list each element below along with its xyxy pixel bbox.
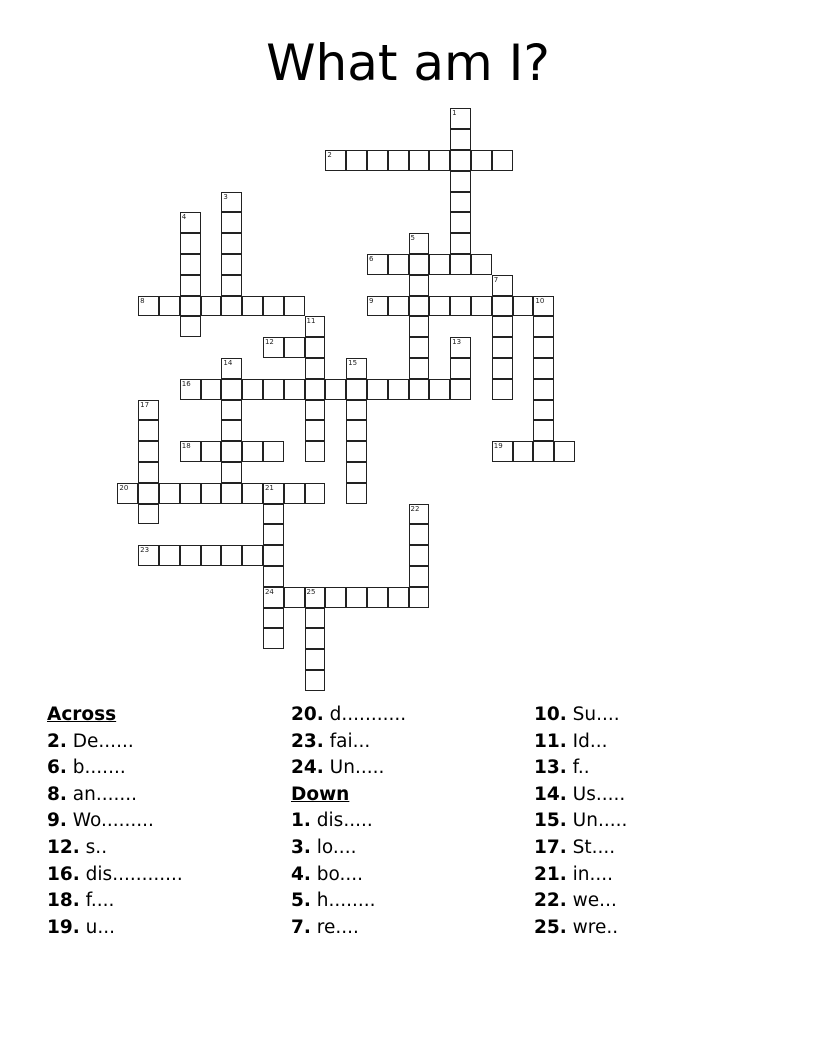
- clue-text: f....: [85, 890, 115, 912]
- grid-cell[interactable]: [180, 233, 201, 254]
- clue-text: f..: [572, 757, 590, 779]
- clue-down: [534, 808, 627, 835]
- cell-number: 22: [410, 504, 420, 513]
- grid-cell[interactable]: [429, 150, 450, 171]
- grid-cell[interactable]: [346, 462, 367, 483]
- clue-text: s..: [85, 836, 108, 858]
- cell-number: 18: [181, 442, 191, 451]
- grid-cell[interactable]: [450, 171, 471, 192]
- grid-cell[interactable]: [242, 483, 263, 504]
- clue-number: 4.: [291, 863, 311, 885]
- grid-cell[interactable]: [263, 441, 284, 462]
- grid-cell[interactable]: [221, 420, 242, 441]
- clue-number: 19.: [47, 916, 80, 938]
- grid-cell[interactable]: [409, 233, 430, 254]
- grid-cell[interactable]: [159, 296, 180, 317]
- grid-cell[interactable]: [533, 420, 554, 441]
- grid-cell[interactable]: [429, 296, 450, 317]
- grid-cell[interactable]: [346, 587, 367, 608]
- grid-cell[interactable]: [388, 254, 409, 275]
- grid-cell[interactable]: [533, 296, 554, 317]
- clue-number: 25.: [534, 916, 567, 938]
- grid-cell[interactable]: [471, 254, 492, 275]
- clue-text: we...: [572, 890, 617, 912]
- clue-across: [47, 888, 183, 915]
- grid-cell[interactable]: [221, 545, 242, 566]
- clue-down: [534, 915, 627, 942]
- grid-cell[interactable]: [159, 483, 180, 504]
- clue-across: [47, 729, 183, 756]
- grid-cell[interactable]: [263, 504, 284, 525]
- grid-cell[interactable]: [138, 545, 159, 566]
- cell-number: 2: [327, 150, 332, 159]
- clue-number: 13.: [534, 757, 567, 779]
- clue-text: bo....: [316, 863, 364, 885]
- clue-down: [534, 755, 627, 782]
- clues-column-1: [47, 702, 183, 941]
- grid-cell[interactable]: [492, 337, 513, 358]
- grid-cell[interactable]: [305, 628, 326, 649]
- grid-cell[interactable]: [284, 296, 305, 317]
- grid-cell[interactable]: [201, 483, 222, 504]
- grid-cell[interactable]: [367, 296, 388, 317]
- grid-cell[interactable]: [159, 545, 180, 566]
- cell-number: 10: [535, 296, 545, 305]
- grid-cell[interactable]: [450, 254, 471, 275]
- grid-cell[interactable]: [305, 400, 326, 421]
- clue-across: [291, 702, 406, 729]
- grid-cell[interactable]: [450, 150, 471, 171]
- grid-cell[interactable]: [180, 483, 201, 504]
- clue-number: 7.: [291, 916, 311, 938]
- clue-text: fai...: [329, 730, 371, 752]
- cell-number: 3: [223, 192, 228, 201]
- page-title: What am I?: [266, 34, 550, 92]
- grid-cell[interactable]: [180, 254, 201, 275]
- clue-text: dis.....: [316, 810, 373, 832]
- grid-cell[interactable]: [138, 296, 159, 317]
- grid-cell[interactable]: [533, 358, 554, 379]
- cell-number: 25: [306, 587, 316, 596]
- grid-cell[interactable]: [138, 400, 159, 421]
- grid-cell[interactable]: [346, 358, 367, 379]
- grid-cell[interactable]: [221, 400, 242, 421]
- clue-down: [291, 808, 406, 835]
- grid-cell[interactable]: [242, 545, 263, 566]
- grid-cell[interactable]: [221, 462, 242, 483]
- clue-down: [534, 888, 627, 915]
- clue-across: [47, 915, 183, 942]
- clue-number: 9.: [47, 810, 67, 832]
- clue-text: d...........: [329, 704, 407, 725]
- grid-cell[interactable]: [325, 150, 346, 171]
- clue-text: Wo.........: [72, 810, 154, 832]
- grid-cell[interactable]: [221, 275, 242, 296]
- grid-cell[interactable]: [492, 441, 513, 462]
- grid-cell[interactable]: [409, 150, 430, 171]
- grid-cell[interactable]: [138, 420, 159, 441]
- grid-cell[interactable]: [263, 628, 284, 649]
- clue-number: 12.: [47, 836, 80, 858]
- clue-down: [291, 888, 406, 915]
- grid-cell[interactable]: [533, 441, 554, 462]
- cell-number: 23: [140, 546, 150, 555]
- cell-number: 19: [493, 442, 503, 451]
- grid-cell[interactable]: [533, 379, 554, 400]
- grid-cell[interactable]: [221, 379, 242, 400]
- grid-cell[interactable]: [284, 483, 305, 504]
- grid-cell[interactable]: [450, 296, 471, 317]
- down-heading: Down: [291, 783, 350, 805]
- grid-cell[interactable]: [263, 483, 284, 504]
- grid-cell[interactable]: [305, 379, 326, 400]
- grid-cell[interactable]: [450, 379, 471, 400]
- clue-number: 16.: [47, 863, 80, 885]
- clue-number: 21.: [534, 863, 567, 885]
- grid-cell[interactable]: [305, 316, 326, 337]
- grid-cell[interactable]: [263, 296, 284, 317]
- grid-cell[interactable]: [221, 233, 242, 254]
- clue-number: 11.: [534, 730, 567, 752]
- grid-cell[interactable]: [221, 254, 242, 275]
- grid-cell[interactable]: [409, 337, 430, 358]
- grid-cell[interactable]: [305, 358, 326, 379]
- grid-cell[interactable]: [533, 337, 554, 358]
- clue-down: [534, 702, 627, 729]
- clue-number: 18.: [47, 890, 80, 912]
- grid-cell[interactable]: [138, 504, 159, 525]
- grid-cell[interactable]: [450, 233, 471, 254]
- grid-cell[interactable]: [221, 483, 242, 504]
- grid-cell[interactable]: [221, 212, 242, 233]
- cell-number: 16: [181, 379, 191, 388]
- grid-cell[interactable]: [513, 441, 534, 462]
- grid-cell[interactable]: [221, 192, 242, 213]
- grid-cell[interactable]: [367, 150, 388, 171]
- grid-cell[interactable]: [325, 379, 346, 400]
- clue-number: 23.: [291, 730, 324, 752]
- grid-cell[interactable]: [180, 296, 201, 317]
- grid-cell[interactable]: [367, 587, 388, 608]
- clue-across: [291, 755, 406, 782]
- grid-cell[interactable]: [263, 566, 284, 587]
- clue-number: 14.: [534, 783, 567, 805]
- grid-cell[interactable]: [450, 212, 471, 233]
- grid-cell[interactable]: [409, 587, 430, 608]
- grid-cell[interactable]: [138, 462, 159, 483]
- grid-cell[interactable]: [409, 524, 430, 545]
- grid-cell[interactable]: [201, 441, 222, 462]
- clue-across: [47, 808, 183, 835]
- grid-cell[interactable]: [450, 358, 471, 379]
- clue-text: Un.....: [572, 810, 628, 832]
- grid-cell[interactable]: [201, 379, 222, 400]
- clue-number: 15.: [534, 810, 567, 832]
- clue-number: 5.: [291, 890, 311, 912]
- clue-down: [291, 835, 406, 862]
- grid-cell[interactable]: [409, 379, 430, 400]
- grid-cell[interactable]: [221, 296, 242, 317]
- grid-cell[interactable]: [180, 545, 201, 566]
- grid-cell[interactable]: [409, 566, 430, 587]
- grid-cell[interactable]: [305, 420, 326, 441]
- grid-cell[interactable]: [492, 379, 513, 400]
- grid-cell[interactable]: [305, 649, 326, 670]
- cell-number: 4: [181, 213, 187, 222]
- grid-cell[interactable]: [492, 275, 513, 296]
- grid-cell[interactable]: [492, 358, 513, 379]
- grid-cell[interactable]: [305, 608, 326, 629]
- grid-cell[interactable]: [305, 670, 326, 691]
- clue-text: dis............: [85, 863, 183, 885]
- grid-cell[interactable]: [263, 379, 284, 400]
- clue-across: [47, 782, 183, 809]
- grid-cell[interactable]: [346, 150, 367, 171]
- cell-number: 1: [452, 109, 457, 118]
- grid-cell[interactable]: [346, 379, 367, 400]
- clue-text: Us.....: [572, 783, 626, 805]
- grid-cell[interactable]: [409, 504, 430, 525]
- clue-text: re....: [316, 916, 359, 938]
- grid-cell[interactable]: [409, 545, 430, 566]
- grid-cell[interactable]: [263, 545, 284, 566]
- clue-number: 2.: [47, 730, 67, 752]
- clue-number: 8.: [47, 783, 67, 805]
- grid-cell[interactable]: [180, 441, 201, 462]
- clue-number: 24.: [291, 757, 324, 779]
- grid-cell[interactable]: [180, 316, 201, 337]
- clue-across: [47, 755, 183, 782]
- grid-cell[interactable]: [201, 545, 222, 566]
- grid-cell[interactable]: [409, 296, 430, 317]
- clue-across: [291, 729, 406, 756]
- clue-number: 1.: [291, 810, 311, 832]
- cell-number: 13: [452, 338, 462, 347]
- grid-cell[interactable]: [533, 400, 554, 421]
- clue-down: [291, 915, 406, 942]
- grid-cell[interactable]: [305, 441, 326, 462]
- clue-text: an.......: [72, 783, 138, 805]
- clue-down: [534, 835, 627, 862]
- grid-cell[interactable]: [492, 150, 513, 171]
- grid-cell[interactable]: [284, 587, 305, 608]
- grid-cell[interactable]: [242, 379, 263, 400]
- clue-number: 6.: [47, 757, 67, 779]
- grid-cell[interactable]: [263, 587, 284, 608]
- clue-down: [534, 729, 627, 756]
- grid-cell[interactable]: [492, 316, 513, 337]
- grid-cell[interactable]: [367, 254, 388, 275]
- clues-column-2: [291, 702, 406, 941]
- clue-number: 22.: [534, 890, 567, 912]
- clue-text: St....: [572, 836, 616, 858]
- grid-cell[interactable]: [221, 441, 242, 462]
- grid-cell[interactable]: [429, 379, 450, 400]
- grid-cell[interactable]: [305, 337, 326, 358]
- grid-cell[interactable]: [492, 296, 513, 317]
- clue-text: Id...: [572, 730, 608, 752]
- grid-cell[interactable]: [471, 296, 492, 317]
- grid-cell[interactable]: [221, 358, 242, 379]
- grid-cell[interactable]: [346, 400, 367, 421]
- clue-number: 20.: [291, 704, 324, 725]
- grid-cell[interactable]: [138, 441, 159, 462]
- cell-number: 20: [119, 483, 129, 492]
- clue-text: b.......: [72, 757, 126, 779]
- grid-cell[interactable]: [409, 316, 430, 337]
- grid-cell[interactable]: [367, 379, 388, 400]
- grid-cell[interactable]: [180, 379, 201, 400]
- grid-cell[interactable]: [450, 192, 471, 213]
- grid-cell[interactable]: [513, 296, 534, 317]
- clues-column-3: [534, 702, 627, 941]
- grid-cell[interactable]: [263, 337, 284, 358]
- clue-down: [534, 782, 627, 809]
- clue-down: [534, 862, 627, 889]
- cell-number: 21: [264, 483, 274, 492]
- cell-number: 5: [410, 234, 416, 243]
- cell-number: 6: [368, 254, 374, 263]
- clue-down: [291, 862, 406, 889]
- grid-cell[interactable]: [284, 379, 305, 400]
- grid-cell[interactable]: [409, 358, 430, 379]
- grid-cell[interactable]: [450, 129, 471, 150]
- grid-cell[interactable]: [409, 275, 430, 296]
- clue-across: [47, 862, 183, 889]
- grid-cell[interactable]: [180, 212, 201, 233]
- clue-text: wre..: [572, 916, 619, 938]
- clue-text: Su....: [572, 704, 620, 725]
- clue-text: u...: [85, 916, 116, 938]
- clue-text: h........: [316, 890, 376, 912]
- grid-cell[interactable]: [325, 587, 346, 608]
- cell-number: 11: [306, 317, 316, 326]
- grid-cell[interactable]: [388, 296, 409, 317]
- grid-cell[interactable]: [346, 441, 367, 462]
- grid-cell[interactable]: [263, 608, 284, 629]
- grid-cell[interactable]: [388, 587, 409, 608]
- cell-number: 24: [264, 587, 274, 596]
- grid-cell[interactable]: [388, 379, 409, 400]
- clue-number: 17.: [534, 836, 567, 858]
- clue-number: 10.: [534, 704, 567, 725]
- grid-cell[interactable]: [242, 296, 263, 317]
- clue-text: Un.....: [329, 757, 385, 779]
- grid-cell[interactable]: [471, 150, 492, 171]
- cell-number: 8: [140, 296, 145, 305]
- cell-number: 7: [493, 275, 499, 284]
- grid-cell[interactable]: [429, 254, 450, 275]
- grid-cell[interactable]: [346, 483, 367, 504]
- clue-text: lo....: [316, 836, 357, 858]
- clue-text: De......: [72, 730, 134, 752]
- clue-across: [47, 835, 183, 862]
- grid-cell[interactable]: [242, 441, 263, 462]
- grid-cell[interactable]: [450, 108, 471, 129]
- cell-number: 15: [348, 358, 358, 367]
- grid-cell[interactable]: [346, 420, 367, 441]
- grid-cell[interactable]: [201, 296, 222, 317]
- grid-cell[interactable]: [117, 483, 138, 504]
- grid-cell[interactable]: [180, 275, 201, 296]
- grid-cell[interactable]: [409, 254, 430, 275]
- cell-number: 9: [368, 296, 374, 305]
- across-heading: Across: [47, 704, 117, 725]
- cell-number: 17: [140, 400, 150, 409]
- grid-cell[interactable]: [284, 337, 305, 358]
- grid-cell[interactable]: [533, 316, 554, 337]
- clue-text: in....: [572, 863, 614, 885]
- grid-cell[interactable]: [138, 483, 159, 504]
- clue-number: 3.: [291, 836, 311, 858]
- grid-cell[interactable]: [305, 483, 326, 504]
- cell-number: 12: [264, 338, 274, 347]
- grid-cell[interactable]: [305, 587, 326, 608]
- cell-number: 14: [223, 358, 233, 367]
- grid-cell[interactable]: [554, 441, 575, 462]
- grid-cell[interactable]: [450, 337, 471, 358]
- grid-cell[interactable]: [263, 524, 284, 545]
- grid-cell[interactable]: [388, 150, 409, 171]
